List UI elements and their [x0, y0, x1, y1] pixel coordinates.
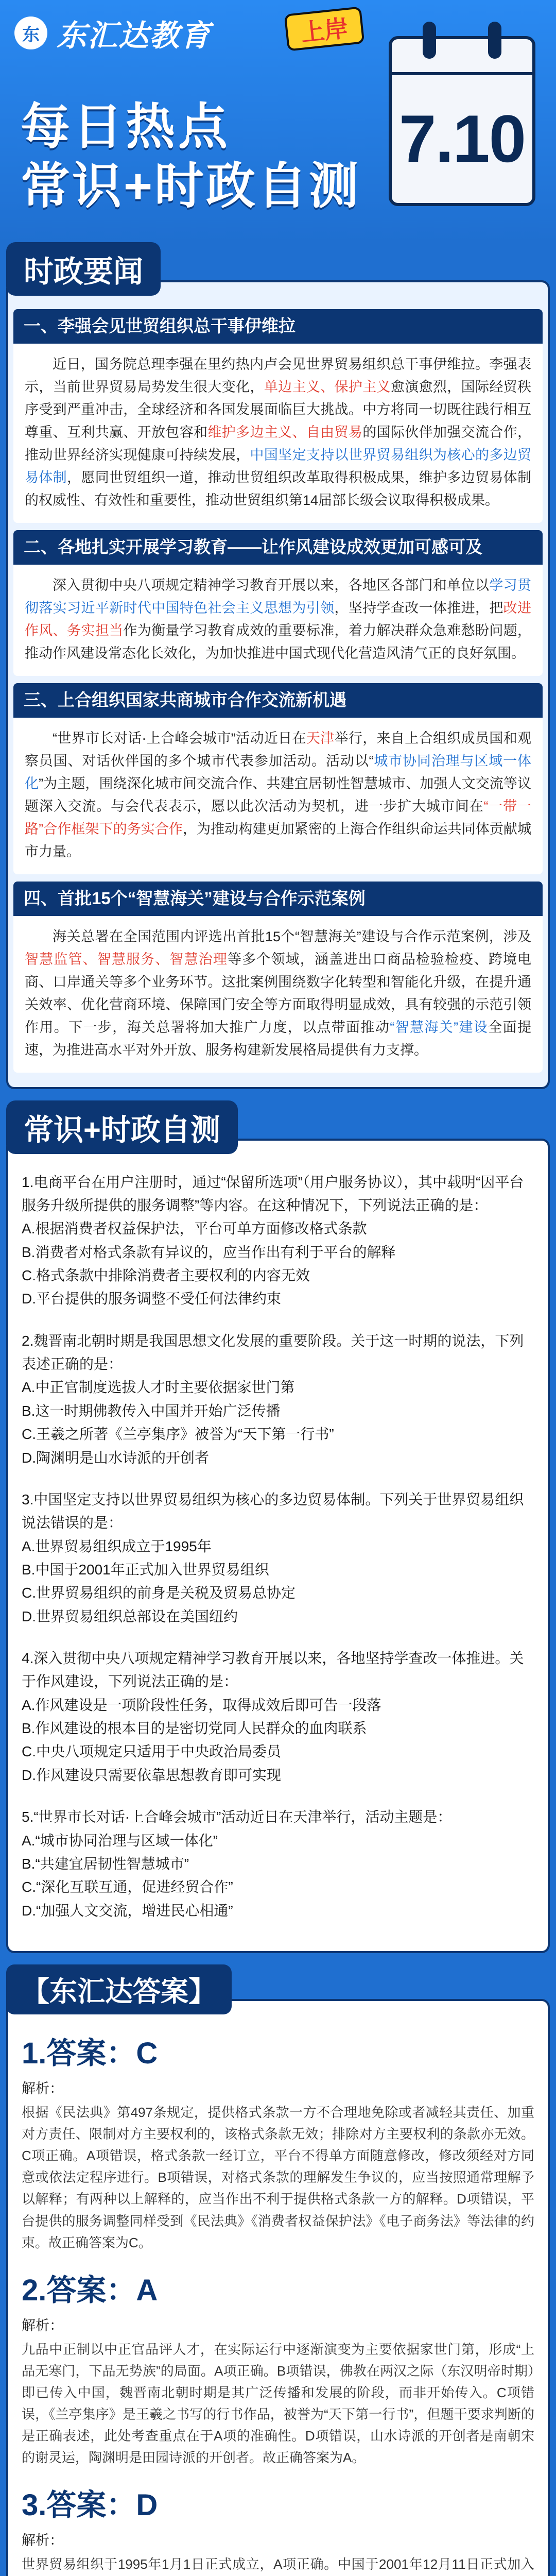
question-option[interactable]: C.世界贸易组织的前身是关税及贸易总协定 — [22, 1585, 296, 1601]
question-stem: 3.中国坚定支持以世界贸易组织为核心的多边贸易体制。下列关于世界贸易组织说法错误的是： — [22, 1491, 524, 1531]
question-option[interactable]: A.作风建设是一项阶段性任务，取得成效后即可告一段落 — [22, 1697, 381, 1713]
brand — [14, 11, 211, 55]
calendar-date: 7.10 — [398, 101, 526, 176]
answer-analysis-text: 根据《民法典》第497条规定，提供格式条款一方不合理地免除或者减轻其责任、加重对方责任、限制对方主要权利的，该格式条款无效；排除对方主要权利的条款亦无效。C项正确。A项错误，格式条款一经订立，平台不得单方面随意修改，修改须经对方同意或依法定程序进行。B项错误，对格式条款的理解发生争议的，应当按照通常理解予以解释；有两种以上解释的，应当作出不利于提供格式条款一方的解释。D项错误，平台提供的服务调整同样受到《民法典》《消费者权益保护法》《电子商务法》等法律的约束。故正确答案为C。 — [22, 2104, 534, 2250]
body-text: 作为衡量学习教育成效的重要标准，着力解决群众急难愁盼问题，推动作风建设常态化长效化，为加快推进中国式现代化营造风清气正的良好氛围。 — [25, 622, 532, 661]
highlight-text: 单边主义、保护主义 — [264, 379, 391, 395]
news-card — [13, 309, 543, 523]
question-option[interactable]: B.“共建宜居韧性智慧城市” — [22, 1855, 189, 1872]
answer-item — [22, 2481, 534, 2576]
answer-item — [22, 2266, 534, 2469]
news-card-body — [13, 718, 543, 874]
question-option[interactable]: D.世界贸易组织总部设在美国纽约 — [22, 1608, 238, 1624]
highlight-text: 维护多边主义、自由贸易 — [207, 424, 363, 440]
highlight-text: 智慧监管、智慧服务、智慧治理 — [25, 951, 228, 967]
body-text: “世界市长对话·上合峰会城市”活动近日在 — [53, 730, 306, 746]
question-item — [22, 1647, 534, 1787]
question-stem: 1.电商平台在用户注册时，通过“保留所选项”（用户服务协议），其中载明“因平台服务升级所提供的服务调整”等内容。在这种情况下，下列说法正确的是： — [22, 1174, 524, 1213]
body-text: ”为主题，围绕深化城市间交流合作、共建宜居韧性智慧城市、加强人文交流等议题深入交流。与会代表表示，愿以此次活动为契机，进一步扩大城市间在 — [25, 775, 531, 814]
question-option[interactable]: B.中国于2001年正式加入世界贸易组织 — [22, 1561, 269, 1578]
question-option[interactable]: B.消费者对格式条款有异议的，应当作出有利于平台的解释 — [22, 1244, 396, 1260]
spacer — [0, 1089, 556, 1100]
answer-analysis-label: 解析： — [22, 2080, 63, 2096]
body-text: 等多个领域，涵盖进出口商品检验检疫、跨境电商、口岸通关等多个业务环节。这批案例围绕数字化转型和智能化升级，在提升通关效率、优化营商环境、保障国门安全等方面取得明显成效，具有较强的示范引领作用。下一步，海关总署将加大推广力度，以点带面推动 — [25, 951, 532, 1035]
answer-analysis-text: 世界贸易组织于1995年1月1日正式成立，A项正确。中国于2001年12月11日正式加入 — [22, 2556, 534, 2572]
body-text: 全面提速，为推进高水平对外开放、服务构建新发展格局提供有力支撑。 — [25, 1019, 532, 1058]
question-stem: 5.“世界市长对话·上合峰会城市”活动近日在天津举行，活动主题是： — [22, 1809, 452, 1825]
body-text: 的国际伙伴加强交流合作，推动世界经济实现健康可持续发展， — [25, 424, 532, 463]
highlight-text: “智慧海关”建设 — [390, 1019, 489, 1035]
highlight-text: “一带一路”合作框架下的务实合作 — [25, 798, 532, 837]
question-option[interactable]: D.平台提供的服务调整不受任何法律约束 — [22, 1291, 282, 1307]
question-option[interactable]: A.中正官制度选拔人才时主要依据家世门第 — [22, 1379, 295, 1396]
answers-section — [0, 1953, 556, 2576]
highlight-text: 中国坚定支持以世界贸易组织为核心的多边贸易体制 — [25, 447, 532, 485]
body-text: 深入贯彻中央八项规定精神学习教育开展以来，各地区各部门和单位以 — [53, 577, 490, 593]
highlight-text: 天津 — [306, 730, 335, 746]
news-card-title: 一、李强会见世贸组织总干事伊维拉 — [13, 309, 543, 344]
calendar-icon — [389, 36, 535, 206]
highlight-text: 改进作风、务实担当 — [25, 600, 532, 638]
question-option[interactable]: A.“城市协同治理与区域一体化” — [22, 1832, 218, 1849]
answer-analysis-label: 解析： — [22, 2533, 63, 2549]
answers-section-title: 【东汇达答案】 — [6, 1964, 232, 2014]
question-stem: 2.魏晋南北朝时期是我国思想文化发展的重要阶段。关于这一时期的说法，下列表述正确的是： — [22, 1332, 524, 1372]
body-text: ，为推动构建更加紧密的上海合作组织命运共同体贡献城市力量。 — [25, 821, 531, 859]
question-item — [22, 1805, 534, 1922]
question-option[interactable]: C.格式条款中排除消费者主要权利的内容无效 — [22, 1267, 310, 1283]
highlight-text: 城市协同治理与区域一体化 — [25, 753, 531, 791]
answer-label: 1.答案：C — [22, 2036, 158, 2070]
news-card-title: 四、首批15个“智慧海关”建设与合作示范案例 — [13, 882, 543, 916]
answers-panel — [6, 1999, 550, 2576]
calendar-ring-icon — [423, 22, 436, 59]
answer-label: 3.答案：D — [22, 2488, 158, 2522]
question-item — [22, 1329, 534, 1469]
header-banner — [0, 0, 556, 242]
question-option[interactable]: A.世界贸易组织成立于1995年 — [22, 1538, 212, 1554]
calendar-top — [392, 39, 532, 75]
body-text: 愈演愈烈，国际经贸秩序受到严重冲击，全球经济和各国发展面临巨大挑战。中方将同一切既往践行相互尊重、互利共赢、开放包容和 — [25, 379, 532, 440]
quiz-panel — [6, 1139, 550, 1953]
highlight-text: 学习贯彻落实习近平新时代中国特色社会主义思想为引领 — [25, 577, 532, 616]
question-option[interactable]: C.王羲之所著《兰亭集序》被誉为“天下第一行书” — [22, 1426, 334, 1443]
question-option[interactable]: D.“加强人文交流，增进民心相通” — [22, 1902, 233, 1919]
shangan-badge: 上岸 — [284, 6, 365, 51]
body-text: 举行，来自上合组织成员国和观察员国、对话伙伴国的多个城市代表参加活动。活动以“ — [25, 730, 531, 769]
news-card-title: 三、上合组织国家共商城市合作交流新机遇 — [13, 683, 543, 718]
question-stem: 4.深入贯彻中央八项规定精神学习教育开展以来，各地坚持学查改一体推进。关于作风建设，下列说法正确的是： — [22, 1650, 524, 1690]
news-card-body — [13, 565, 543, 676]
quiz-section-title: 常识+时政自测 — [6, 1100, 238, 1154]
news-card — [13, 683, 543, 874]
news-card — [13, 530, 543, 676]
body-text: ，坚持学查改一体推进，把 — [334, 600, 503, 616]
page-title-line1: 每日热点 — [21, 99, 231, 155]
news-card-body — [13, 916, 543, 1073]
answer-analysis-text: 九品中正制以中正官品评人才，在实际运行中逐渐演变为主要依据家世门第，形成“上品无寒门，下品无势族”的局面。A项正确。B项错误，佛教在两汉之际（东汉明帝时期）即已传入中国，魏晋南北朝时期是其广泛传播和发展的阶段，而非开始传入。C项错误，《兰亭集序》是王羲之书写的行书作品，被誉为“天下第一行书”，但题干要求判断的是正确表述，此处考查重点在于A项的准确性。D项错误，山水诗派的开创者是南朝宋的谢灵运，陶渊明是田园诗派的开创者。故正确答案为A。 — [22, 2341, 534, 2466]
question-option[interactable]: D.陶渊明是山水诗派的开创者 — [22, 1449, 210, 1466]
question-option[interactable]: B.这一时期佛教传入中国并开始广泛传播 — [22, 1402, 281, 1419]
question-option[interactable]: B.作风建设的根本目的是密切党同人民群众的血肉联系 — [22, 1720, 367, 1737]
answer-analysis-label: 解析： — [22, 2317, 63, 2333]
answer-label: 2.答案：A — [22, 2273, 158, 2307]
body-text: ，愿同世贸组织一道，推动世贸组织改革取得积极成果，维护多边贸易体制的权威性、有效性和重要性，推动世贸组织第14届部长级会议取得积极成果。 — [25, 469, 532, 508]
news-card — [13, 882, 543, 1073]
news-card-title: 二、各地扎实开展学习教育——让作风建设成效更加可感可及 — [13, 530, 543, 565]
question-option[interactable]: C.“深化互联互通，促进经贸合作” — [22, 1879, 233, 1895]
question-option[interactable]: D.作风建设只需要依靠思想教育即可实现 — [22, 1767, 282, 1783]
page-title-line2: 常识+时政自测 — [21, 159, 361, 214]
brand-name: 东汇达教育 — [57, 19, 212, 53]
news-section — [0, 242, 556, 1089]
body-text: 近日，国务院总理李强在里约热内卢会见世界贸易组织总干事伊维拉。李强表示，当前世界贸易局势发生很大变化， — [25, 356, 531, 395]
question-item — [22, 1171, 534, 1311]
question-option[interactable]: A.根据消费者权益保护法，平台可单方面修改格式条款 — [22, 1221, 367, 1237]
body-text: 海关总署在全国范围内评选出首批15个“智慧海关”建设与合作示范案例，涉及 — [53, 928, 531, 944]
question-option[interactable]: C.中央八项规定只适用于中央政治局委员 — [22, 1743, 282, 1760]
news-section-title: 时政要闻 — [6, 242, 161, 296]
news-panel — [6, 280, 550, 1089]
news-card-body — [13, 344, 543, 523]
brand-logo-icon: 东 — [14, 16, 47, 49]
calendar-ring-icon — [488, 22, 501, 59]
answer-item — [22, 2029, 534, 2253]
quiz-section — [0, 1100, 556, 1953]
question-item — [22, 1488, 534, 1628]
